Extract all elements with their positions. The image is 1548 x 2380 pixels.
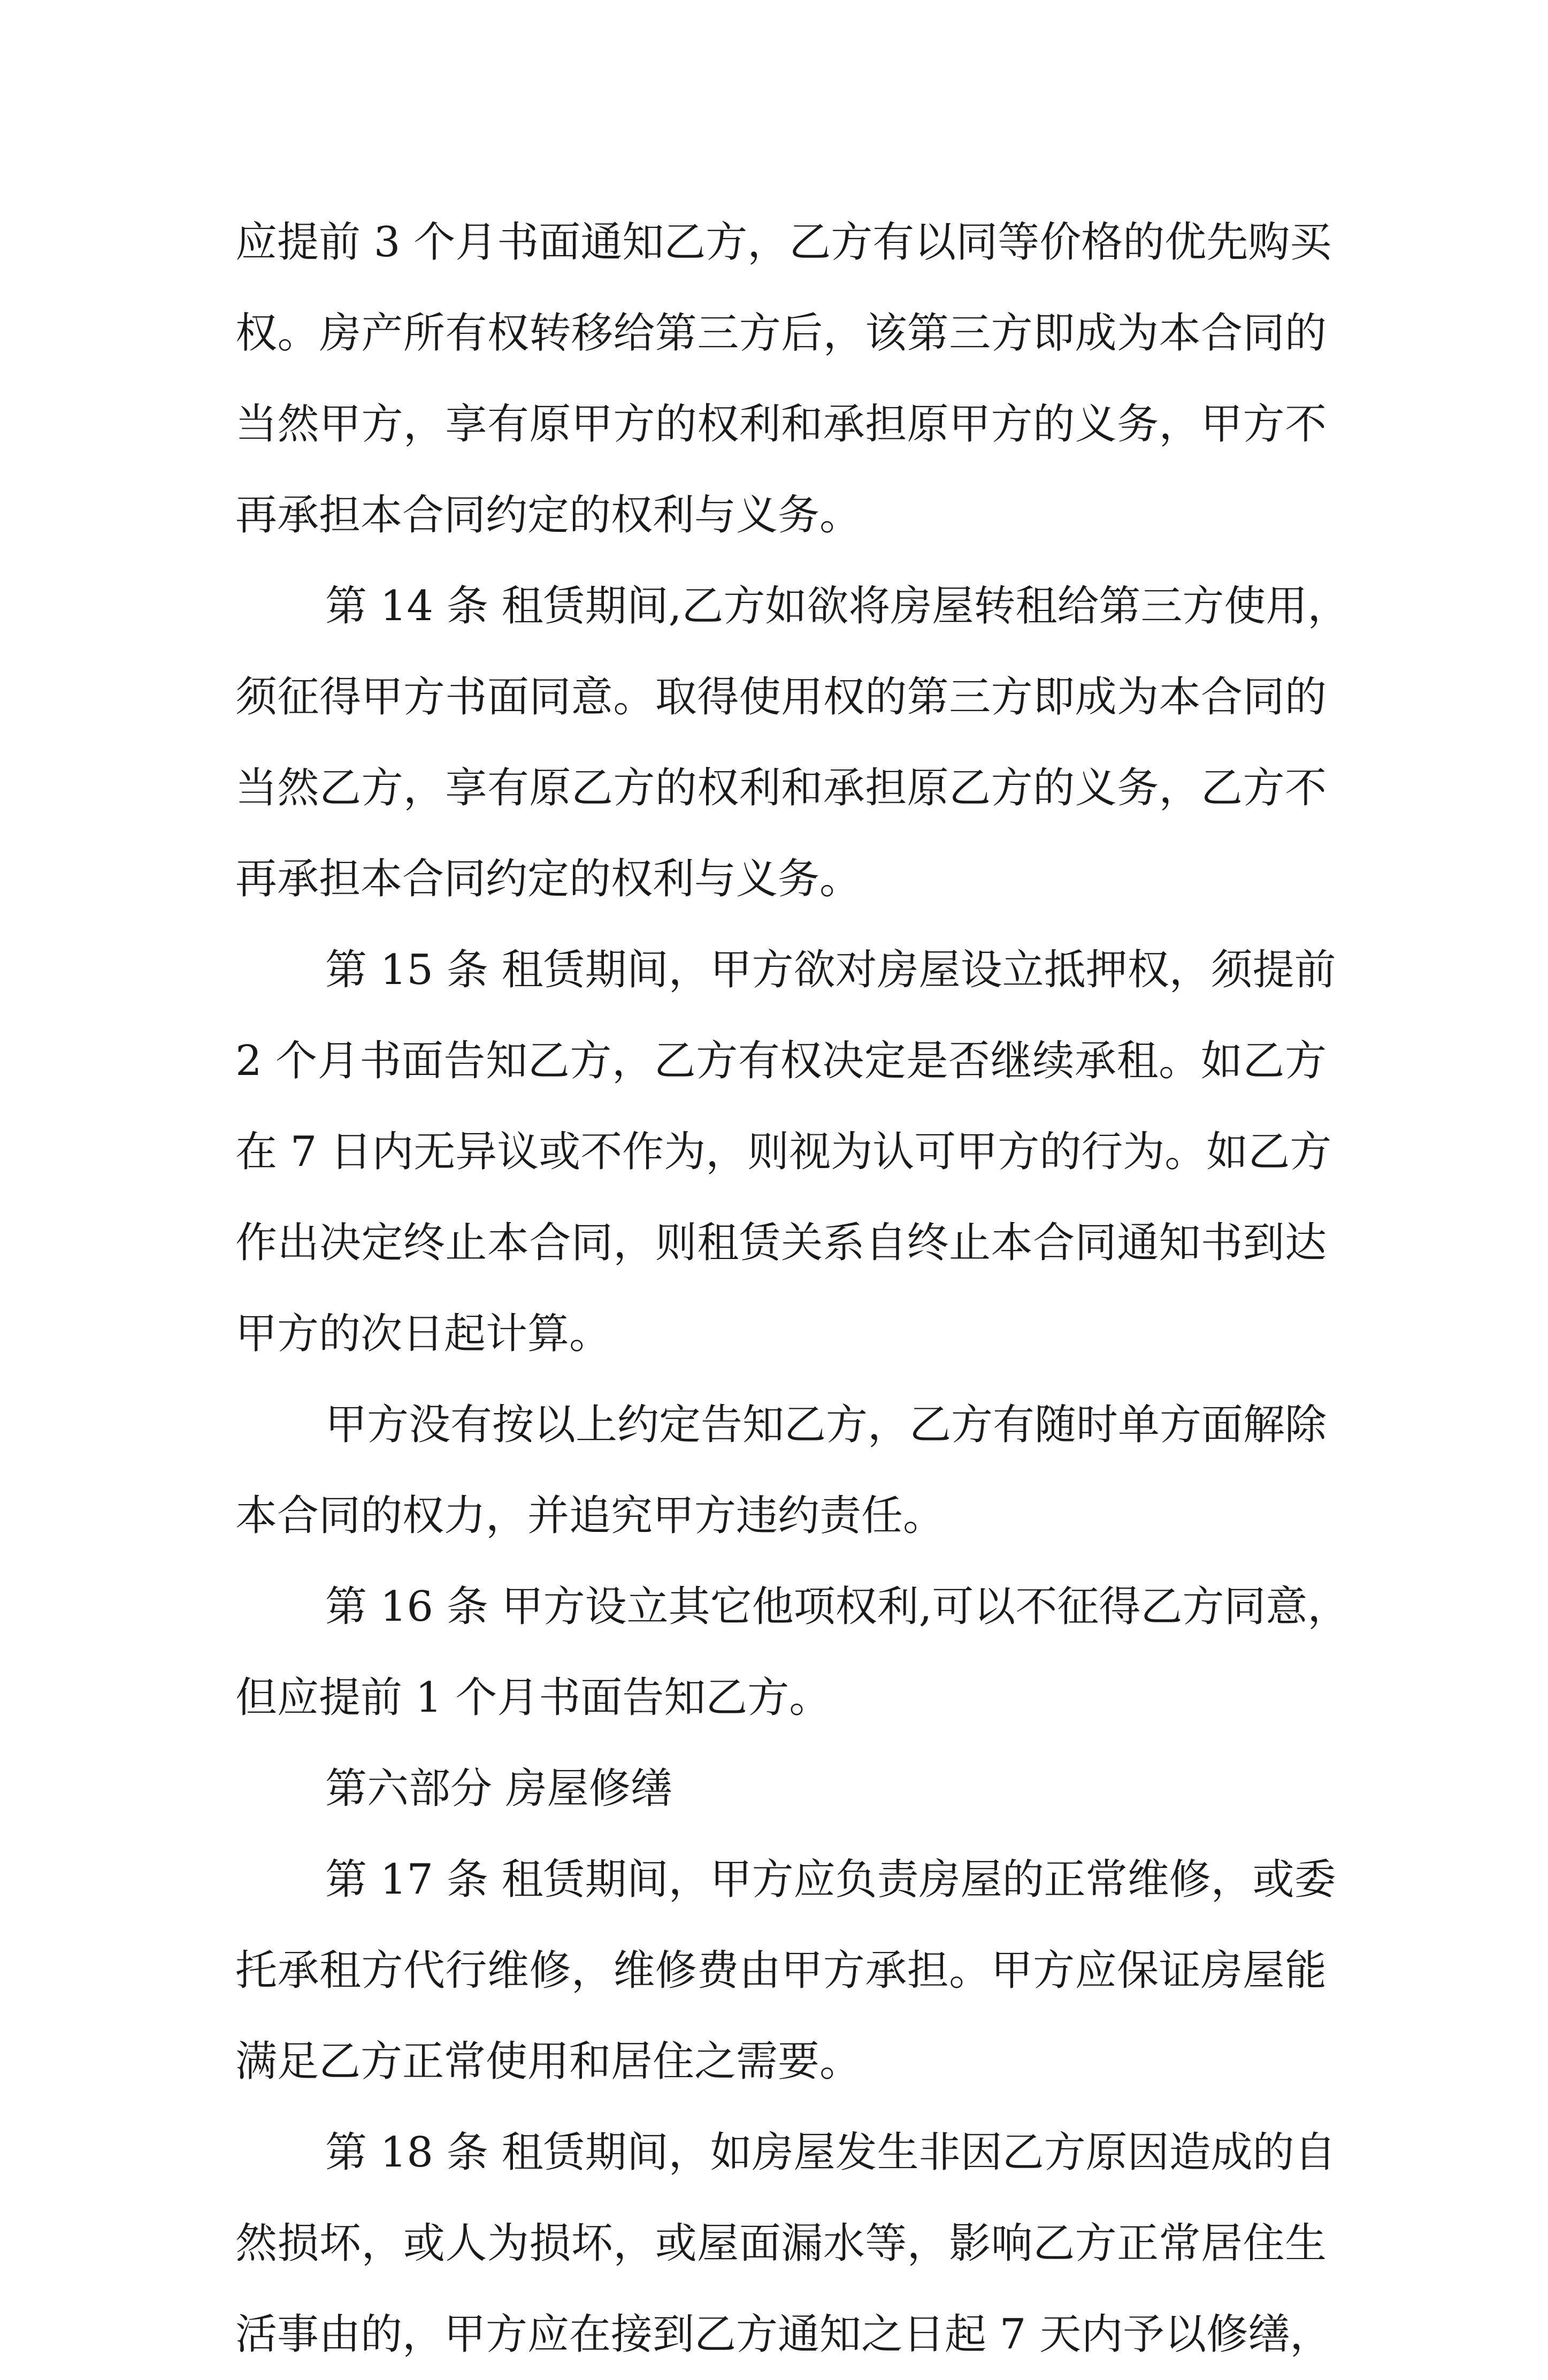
text-line: 作出决定终止本合同，则租赁关系自终止本合同通知书到达 bbox=[235, 1219, 1327, 1267]
text-line: 第 18 条 租赁期间，如房屋发生非因乙方原因造成的自 bbox=[325, 2129, 1336, 2177]
text-line: 再承担本合同约定的权利与义务。 bbox=[235, 855, 862, 903]
text-line: 须征得甲方书面同意。取得使用权的第三方即成为本合同的 bbox=[235, 673, 1327, 721]
document-page bbox=[235, 197, 1350, 2380]
text-line: 甲方没有按以上约定告知乙方，乙方有随时单方面解除 bbox=[325, 1401, 1327, 1449]
text-line: 第六部分 房屋修缮 bbox=[325, 1765, 672, 1813]
text-line: 甲方的次日起计算。 bbox=[235, 1310, 611, 1358]
text-line: 本合同的权力，并追究甲方违约责任。 bbox=[235, 1492, 945, 1540]
text-line: 活事由的，甲方应在接到乙方通知之日起 7 天内予以修缮， bbox=[235, 2310, 1332, 2359]
text-line: 当然乙方，享有原乙方的权利和承担原乙方的义务，乙方不 bbox=[235, 764, 1327, 812]
text-line: 在 7 日内无异议或不作为，则视为认可甲方的行为。如乙方 bbox=[235, 1128, 1332, 1176]
document-body bbox=[235, 197, 1350, 2380]
text-line: 权。房产所有权转移给第三方后，该第三方即成为本合同的 bbox=[235, 309, 1327, 357]
text-line: 第 16 条 甲方设立其它他项权利,可以不征得乙方同意， bbox=[325, 1583, 1350, 1631]
text-line: 应提前 3 个月书面通知乙方，乙方有以同等价格的优先购买 bbox=[235, 218, 1332, 266]
text-line: 然损坏，或人为损坏，或屋面漏水等，影响乙方正常居住生 bbox=[235, 2219, 1327, 2268]
text-line: 再承担本合同约定的权利与义务。 bbox=[235, 491, 862, 539]
text-line: 第 17 条 租赁期间，甲方应负责房屋的正常维修，或委 bbox=[325, 1856, 1336, 1904]
text-line: 但应提前 1 个月书面告知乙方。 bbox=[235, 1674, 831, 1722]
text-line: 第 14 条 租赁期间,乙方如欲将房屋转租给第三方使用， bbox=[325, 582, 1350, 630]
text-line: 当然甲方，享有原甲方的权利和承担原甲方的义务，甲方不 bbox=[235, 400, 1327, 448]
text-line: 托承租方代行维修，维修费由甲方承担。甲方应保证房屋能 bbox=[235, 1947, 1327, 1995]
text-line: 满足乙方正常使用和居住之需要。 bbox=[235, 2038, 862, 2086]
text-line: 第 15 条 租赁期间，甲方欲对房屋设立抵押权，须提前 bbox=[325, 946, 1336, 994]
text-line: 2 个月书面告知乙方，乙方有权决定是否继续承租。如乙方 bbox=[235, 1037, 1327, 1085]
